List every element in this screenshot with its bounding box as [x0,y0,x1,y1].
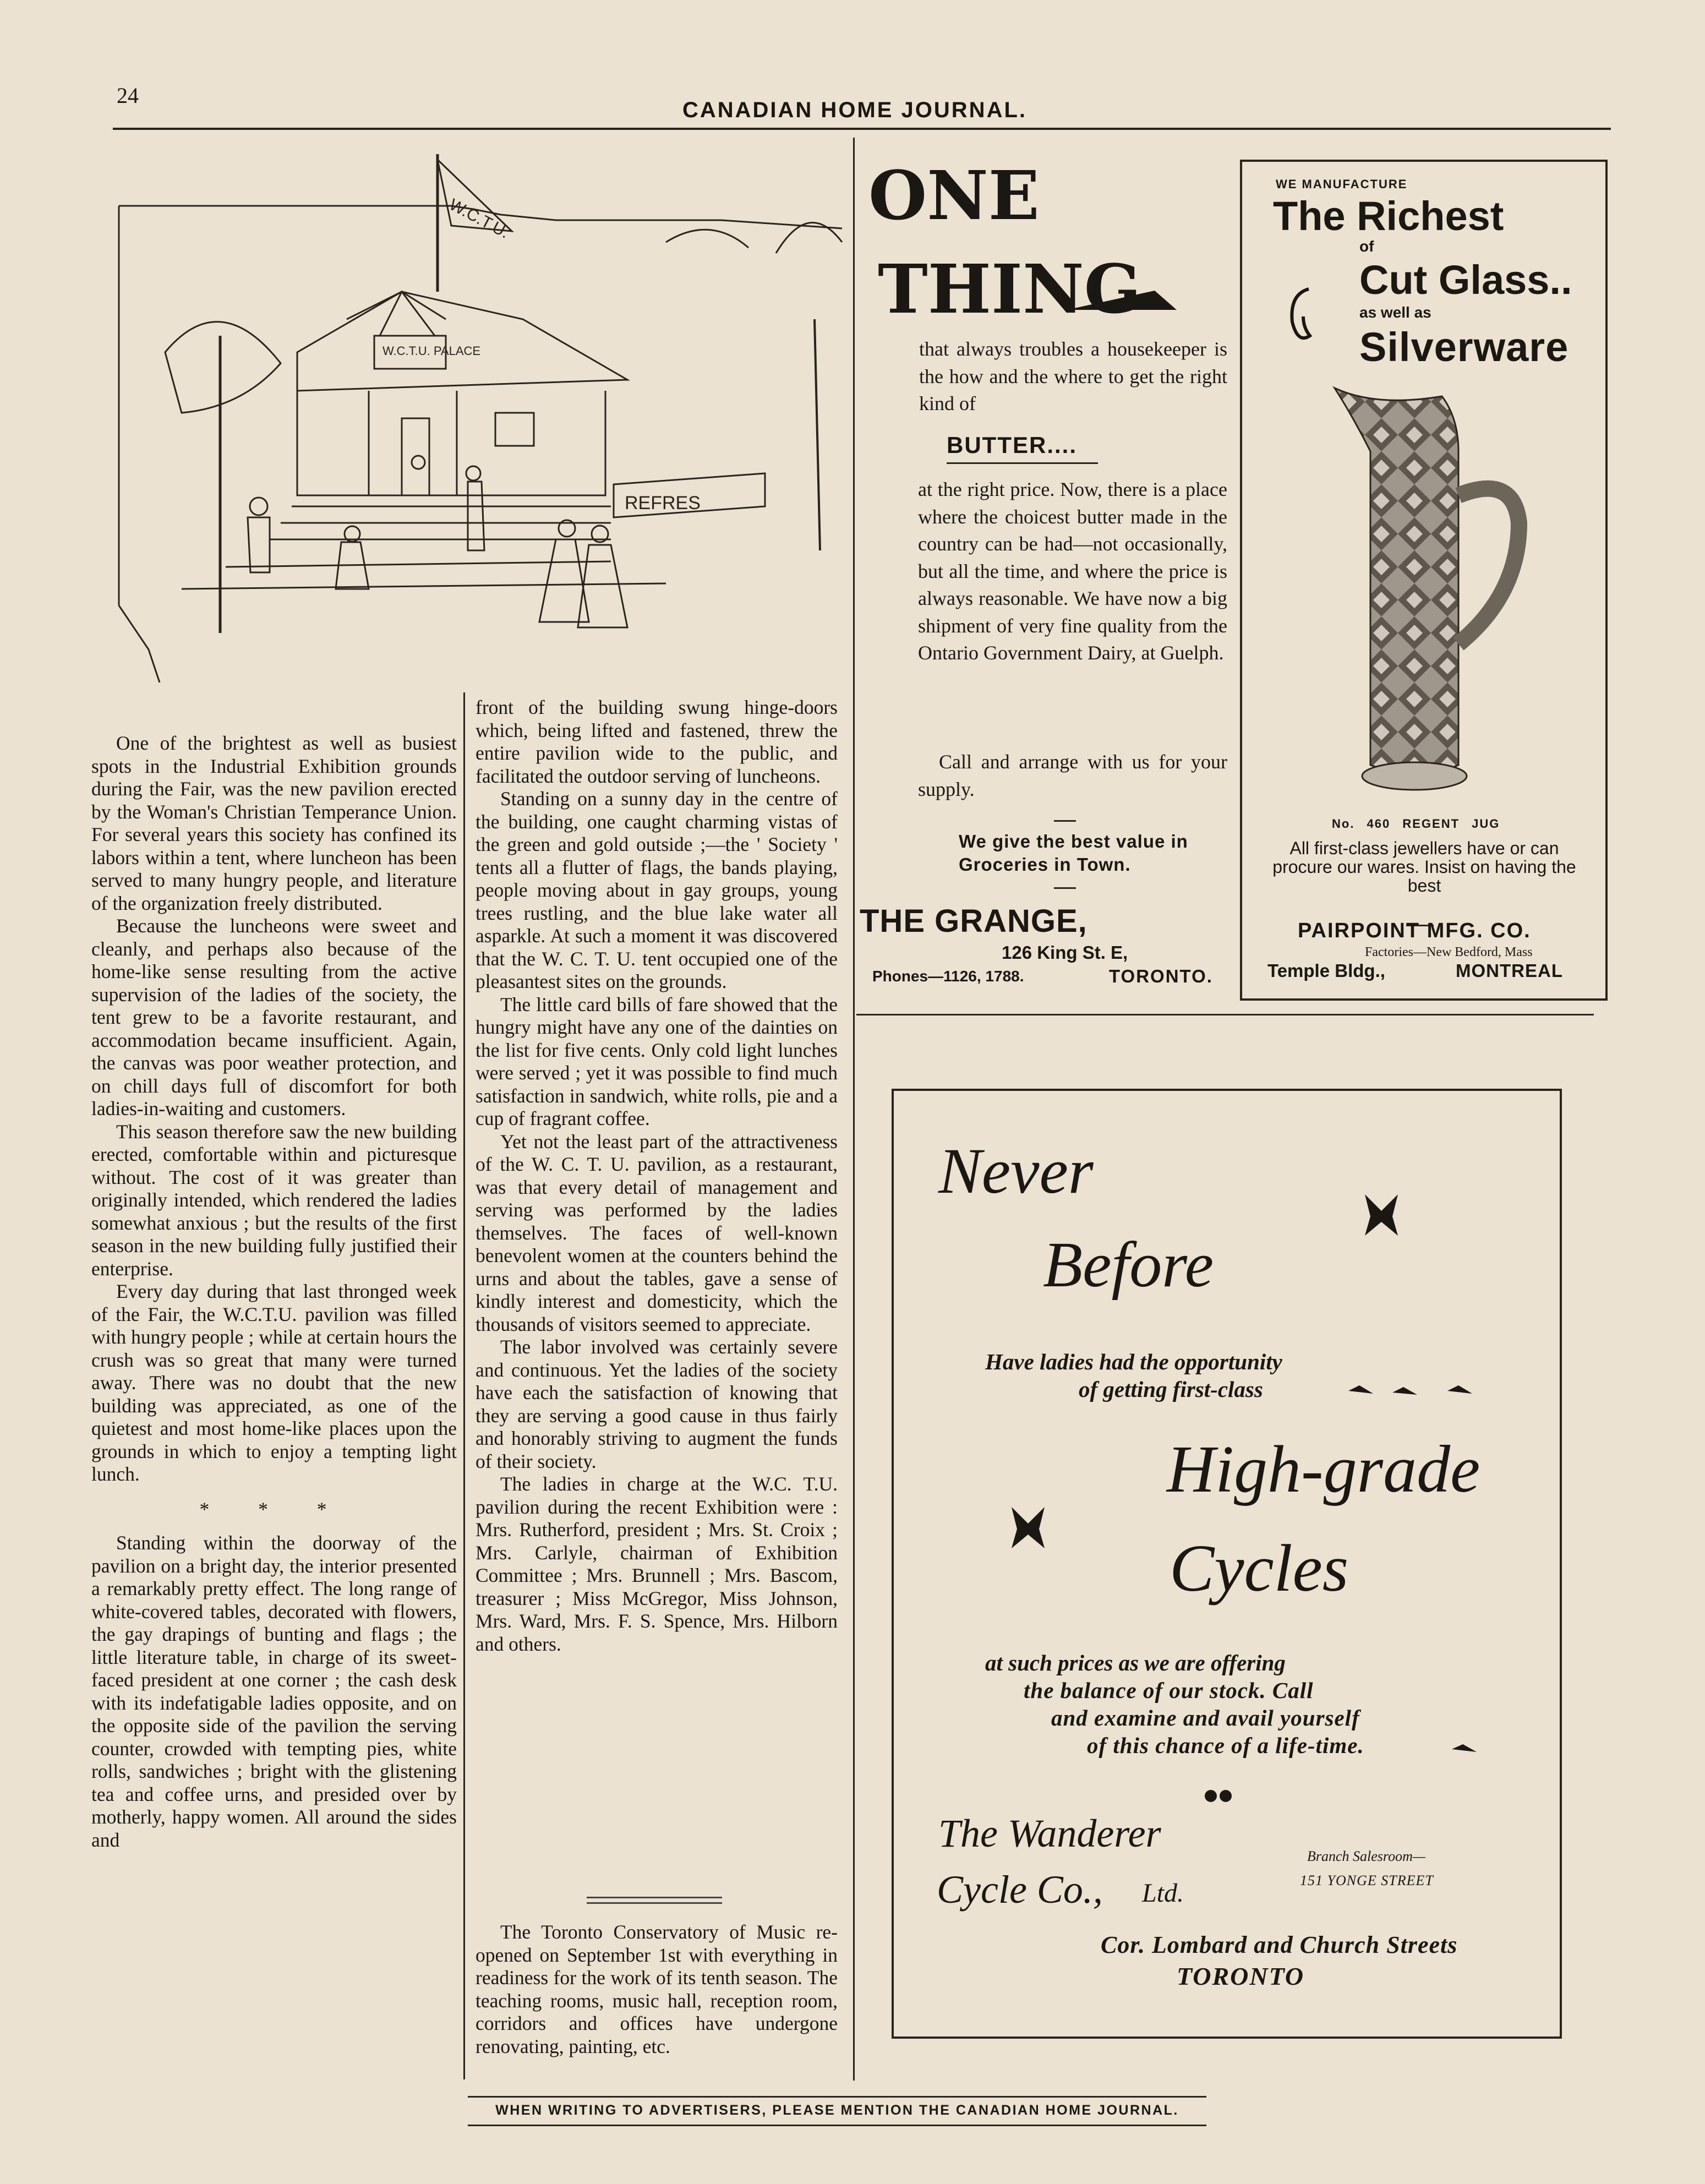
article-separator [587,1897,722,1898]
pairpoint-bldg: Temple Bldg., [1267,960,1385,981]
pairpoint-body: All first-class jewellers have or can procure our wares. Insist on having the best [1272,838,1576,896]
ad-value-1: We give the best value in [959,831,1188,851]
wanderer-cycles: Cycles [1170,1531,1349,1606]
article-paragraph: Yet not the least part of the attractiveness of the W. C. T. U. pavilion, as a restaurant, was that every detail of management and serving was performed by the ladies themselves. The faces of well-known benevolent women at the counters behind the urns and about the tables, gave a sense of kindly interest and domesticity, which the thousands of visitors seemed to appreciate. [476,1130,838,1335]
wanderer-have-2: of getting first-class [1079,1377,1263,1402]
short-rule [1054,820,1076,822]
article-column-1 [91,732,457,1852]
dot-ornament-icon [1203,1788,1236,1804]
ad-value-2: Groceries in Town. [959,854,1131,875]
article-paragraph: The little card bills of fare showed that the hungry might have any one of the dainties on the list for five cents. Only cold light lunches were served ; yet it was possible to find much satisfaction in sandwich, white rolls, pie and a cup of fragrant coffee. [476,993,838,1129]
article-separator [587,1902,722,1904]
wanderer-have-1: Have ladies had the opportunity [985,1349,1282,1374]
footer-note: WHEN WRITING TO ADVERTISERS, PLEASE MENTION THE CANADIAN HOME JOURNAL. [495,2103,1179,2118]
pairpoint-line1: The Richest [1273,193,1504,239]
bee-ornament-icon [1006,1502,1050,1551]
jug-caption: No. 460 REGENT JUG [1332,817,1500,831]
article-paragraph: One of the brightest as well as busiest spots in the Industrial Exhibition grounds during the Fair, was the new pavilion erected by the Woman's Christian Temperance Union. For several years this society has confined its labors within a tent, where luncheon has been served to many hungry people, and literature of the organization freely distributed. [91,732,457,914]
ad-headline-thing: THING [878,249,1141,329]
dash-ornament-icon [1452,1743,1479,1756]
pairpoint-line2: Cut Glass.. [1359,257,1572,303]
pairpoint-aswell: as well as [1359,304,1431,321]
grange-name: THE GRANGE, [860,903,1088,939]
pairpoint-top: WE MANUFACTURE [1276,177,1408,191]
pairpoint-company: PAIRPOINT MFG. CO. [1298,919,1531,942]
page-number: 24 [117,83,139,108]
section-break: * * * [199,1498,349,1520]
grange-phones: Phones—1126, 1788. [872,968,1024,985]
bee-ornament-icon [1359,1189,1403,1238]
journal-title: CANADIAN HOME JOURNAL. [682,98,1027,122]
wanderer-branch-1: Branch Salesroom— [1307,1848,1425,1864]
short-rule [1054,887,1076,889]
wanderer-price-2: the balance of our stock. Call [1024,1678,1314,1703]
article-paragraph: This season therefore saw the new building erected, comfortable within and picturesque without. The cost of it was greater than originally intended, which rendered the ladies somewhat anxious ; but the results of the first season in the new building fully justified their enterprise. [91,1120,457,1280]
ad-body-3: Call and arrange with us for your supply. [918,751,1227,800]
wanderer-ltd: Ltd. [1142,1879,1184,1908]
pairpoint-factories: Factories—New Bedford, Mass [1365,945,1533,959]
wanderer-corner: Cor. Lombard and Church Streets [1101,1931,1458,1958]
flag-text: W.C.T.U. [446,195,512,242]
grange-city: TORONTO. [1109,966,1213,986]
footer-rule [468,2125,1206,2126]
column-rule-2 [853,138,855,2081]
pairpoint-line3: Silverware [1359,324,1569,370]
wanderer-price-3: and examine and avail yourself [1051,1705,1360,1730]
article-column-2 [476,696,838,1656]
conservatory-notice [476,1921,838,2058]
conservatory-paragraph: The Toronto Conservatory of Music re-opened on September 1st with everything in readiness for the work of its tenth season. The teaching rooms, music hall, reception room, corridors and offices have undergone renovating, painting, etc. [476,1921,838,2057]
ad-divider [856,1014,1594,1015]
article-paragraph: The ladies in charge at the W.C. T.U. pavilion during the recent Exhibition were : Mrs. Rutherford, president ; Mrs. St. Croix ; Mrs. Carlyle, chairman of Exhibition Committee ; Mrs. Brunnell ; Mrs. Bascom, treasurer ; Miss McGregor, Miss Johnson, Mrs. Ward, Mrs. F. S. Spence, Mrs. Hilborn and others. [476,1473,838,1655]
wanderer-city: TORONTO [1177,1962,1305,1990]
ad-body-2: at the right price. Now, there is a place where the choicest butter made in the country can be had—not occasionally, but all the time, and where the price is always reasonable. We have now a big shipment of very fine quality from the Ontario Government Dairy, at Guelph. [918,478,1227,664]
wanderer-branch-2: 151 YONGE STREET [1300,1872,1434,1888]
wanderer-before: Before [1043,1228,1214,1301]
wctu-pavilion-illustration [116,154,848,682]
refreshment-banner: REFRES [625,493,701,514]
header-rule [113,128,1611,130]
regent-jug-illustration [1332,385,1541,804]
ad-body-1: that always troubles a housekeeper is the how and the where to get the right kind of [919,338,1227,414]
column-rule-1 [463,692,465,2079]
article-paragraph: Because the luncheons were sweet and cleanly, and perhaps also because of the home-like sense resulting from the active supervision of the ladies of the society, the tent grew to be a favorite restaurant, and accommodation became insufficient. Again, the canvas was poor weather protection, and on chill days full of discomfort for both ladies-in-waiting and customers. [91,915,457,1120]
article-paragraph: front of the building swung hinge-doors which, being lifted and fastened, threw the entire pavilion wide to the public, and facilitated the outdoor serving of luncheons. [476,696,838,787]
pairpoint-city: MONTREAL [1456,960,1563,981]
pavilion-sign: W.C.T.U. PALACE [382,344,481,358]
wanderer-price-4: of this chance of a life-time. [1087,1733,1364,1758]
article-paragraph: The labor involved was certainly severe and continuous. Yet the ladies of the society have each the satisfaction of knowing that they are serving a good cause in thus fairly and honorably striving to augment the funds of their society. [476,1336,838,1472]
dash-flourish-icon [1067,285,1177,313]
ad-headline-one: ONE [868,156,1040,235]
pairpoint-of: of [1359,238,1374,255]
dash-ornament-icon [1348,1383,1475,1399]
ornament-swirl-icon [1287,283,1314,344]
butter-rule [947,462,1098,464]
wanderer-price-1: at such prices as we are offering [985,1650,1286,1675]
article-paragraph: Standing within the doorway of the pavilion on a bright day, the interior presented a remarkably pretty effect. The long range of white-covered tables, decorated with flowers, the gay drapings of bunting and flags ; the little literature table, in charge of its sweet-faced president at one corner ; the cash desk with its indefatigable ladies opposite, and on the opposite side of the pavilion the serving counter, crowded with tempting pies, white rolls, sandwiches ; bright with the glistening tea and coffee urns, and presided over by motherly, happy women. All around the sides and [91,1532,457,1851]
article-paragraph: Every day during that last thronged week of the Fair, the W.C.T.U. pavilion was filled with hungry people ; while at certain hours the crush was so great that many were turned away. There was no doubt that the new building was appreciated, as one of the quietest and most home-like places upon the grounds in which to enjoy a tempting light lunch. [91,1280,457,1485]
wanderer-name-2: Cycle Co., [937,1868,1103,1912]
footer-rule [468,2096,1206,2098]
wanderer-highgrade: High-grade [1167,1432,1480,1506]
ad-butter: BUTTER.... [947,432,1077,458]
wanderer-never: Never [938,1135,1094,1207]
article-paragraph: Standing on a sunny day in the centre of the building, one caught charming vistas of the green and gold outside ;—the ' Society ' tents all a flutter of flags, the bands playing, people moving about in gay groups, young trees rustling, and the blue lake water all asparkle. At such a moment it was discovered that the W. C. T. U. tent occupied one of the pleasantest sites on the grounds. [476,788,838,992]
wanderer-name-1: The Wanderer [938,1811,1161,1855]
grange-address: 126 King St. E, [1002,942,1128,963]
